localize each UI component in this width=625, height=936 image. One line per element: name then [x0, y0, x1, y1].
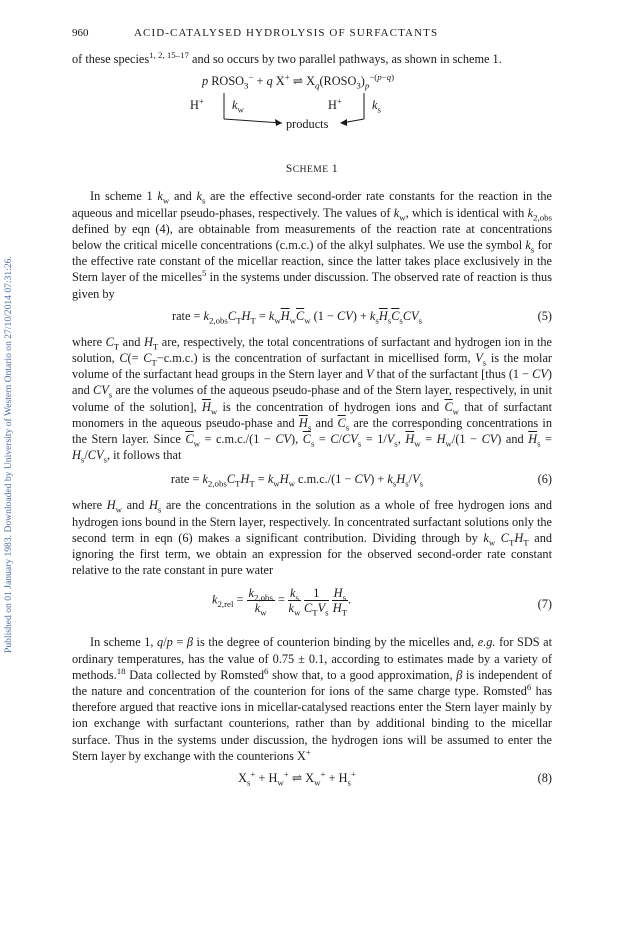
scheme-kw-label: $k_w$ — [232, 98, 244, 115]
scheme-equation: p $ROSO_3^- + q$ X+ ⇌ $X_q(ROSO_3)_p^{-(p-q)}$ — [202, 72, 395, 91]
equation-7-number: (7) — [537, 597, 552, 612]
scheme-products: products — [286, 117, 329, 132]
scheme-1-diagram — [72, 73, 552, 153]
scheme-caption: SCHEME 1 — [285, 163, 339, 176]
paragraph-relative-rate: where $H_w$ and $H_s$ are the concentrations in the solution as a whole of free hydrogen ions and hydrogen ions bound in the Stern layer, respectively. In concentrated surfactant solutions only the second term in eqn (6) makes a significant contribution. Dividing through by $k_w$ $C_TH_T$ and ignoring the first term, we obtain an expression for the observed second-order rate constant relative to the rate constant in pure water — [72, 498, 553, 578]
equation-6: rate = $k_{2,obs}C_TH_T = k_wH_w$ $c.m.c./(1 - CV) + k_sH_s/V_s$ (6) — [170, 472, 552, 489]
equation-5-number: (5) — [537, 308, 552, 323]
scheme-hplus-right: H+ — [328, 96, 342, 113]
paragraph-counterion: In scheme 1, q/p = β is the degree of counterion binding by the micelles and, e.g. for SDS at ordinary temperatures, has the value of 0.75 ± 0.1, according to estimates made by a variety of methods.$^{18}$ Data collected by Romsted$^6$ show that, to a good approximation, β is independent of the nature and concentration of the counterion for ions of the same charge type. Romsted$^6$ has therefore argued that reactive ions in micellar-catalysed reactions enter the Stern layer mainly by ion exchange with surfactant counterions, rather than by additional binding to the micellar surface. Thus in the systems under discussion, the hydrogen ions will be assumed to enter the Stern layer by exchange with the counterions X+ — [72, 635, 553, 763]
equation-8-number: (8) — [537, 771, 552, 786]
running-title: ACID-CATALYSED HYDROLYSIS OF SURFACTANTS — [134, 27, 439, 39]
equation-5: rate = $k_{2,obs}C_TH_T = k_w\overline{H}_w\overline{C}_w$ $(1 - CV) + k_s\overline{H}_s\overline{C}_sCV_s$ (5) — [171, 308, 552, 326]
scheme-hplus-left: H+ — [190, 96, 204, 113]
scheme-arrows — [72, 73, 552, 153]
paragraph-rate-constants: In scheme 1 $k_w$ and $k_s$ are the effective second-order rate constants for the reaction in the aqueous and micellar pseudo-phases, respectively. The values of $k_w$, which is identical with $k_{2,obs}$ defined by eqn (4), are obtainable from measurements of the reaction rate at concentrations below the critical micelle concentrations (c.m.c.) of the alkyl sulphates. We use the symbol $k_s$ for the effective rate constant of the micellar reaction, since the latter takes place exclusively in the Stern layer of the micelles$^5$ in the systems under discussion. The observed rate of reaction is thus given by — [72, 189, 552, 301]
download-notice: Published on 01 January 1983. Downloaded by University of Western Ontario on 27/10/2014 07:31:26. — [3, 256, 14, 654]
scheme-ks-label: $k_s$ — [372, 98, 381, 115]
paragraph-intro: of these species$^{1, 2, 15-17}$ and so occurs by two parallel pathways, as shown in scheme 1. — [72, 49, 502, 66]
equation-7: $k_{2,rel}$ = $\frac{k_{2,obs}}{k_w}$ = $\frac{k_s}{k_w}$ $\frac{1}{C_TV_s}$ $\frac{H_s}{H_T}$ . (7) — [212, 586, 552, 618]
article-body — [72, 51, 552, 796]
paragraph-definitions: where $C_T$ and $H_T$ are, respectively, the total concentrations of surfactant and hydrogen ion in the solution, $C(= C_T-c.m.c.)$ is the concentration of surfactant in micellised form, $V_s$ is the molar volume of the surfactant head groups in the Stern layer and V that of the surfactant [thus (1 − CV) and $CV_s$ are the volumes of the aqueous pseudo-phase and of the Stern layer, respectively, in unit volume of the solution], $\overline{H}_w$ is the concentration of hydrogen ions and $\overline{C}_w$ that of surfactant monomers in the aqueous pseudo-phase and $\overline{H}_s$ and $\overline{C}_s$ are the corresponding concentrations in the Stern layer. Since $\overline{C}_w = c.m.c./(1 - CV)$, $\overline{C}_s = C/CV_s = 1/V_s$, $\overline{H}_w = H_w/(1 - CV)$ and $\overline{H}_s = H_s/CV_s$, it follows that — [72, 334, 553, 465]
page-number: 960 — [72, 27, 89, 39]
equation-8: $X_s^+ + H_w^+$ ⇌ $X_w^+ + H_s^+$ (8) — [238, 769, 552, 788]
equation-6-number: (6) — [537, 472, 552, 487]
